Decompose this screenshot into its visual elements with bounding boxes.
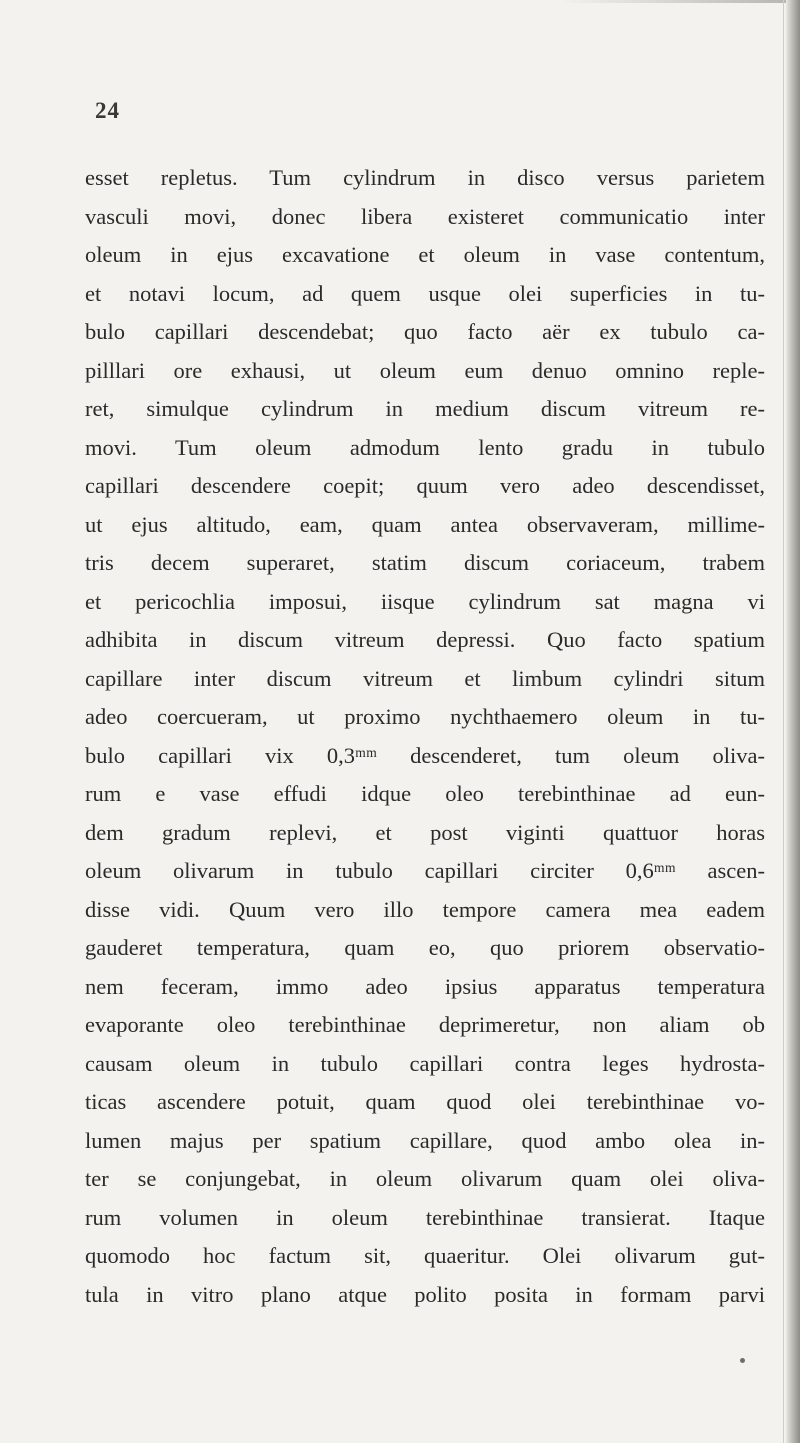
text-line: ut ejus altitudo, eam, quam antea observaveram, millime- xyxy=(85,511,765,537)
text-line: oleum olivarum in tubulo capillari circiter 0,6ᵐᵐ ascen- xyxy=(85,858,765,883)
text-line: movi. Tum oleum admodum lento gradu in tubulo xyxy=(85,434,765,460)
text-line: bulo capillari vix 0,3ᵐᵐ descenderet, tum oleum oliva- xyxy=(85,742,765,768)
text-line: capillari descendere coepit; quum vero adeo descendisset, xyxy=(85,473,765,498)
page-top-shadow xyxy=(560,0,800,3)
text-line: tula in vitro plano atque polito posita in formam parvi xyxy=(85,1281,765,1307)
page-number: 24 xyxy=(95,98,120,123)
text-line: ticas ascendere potuit, quam quod olei terebinthinae vo- xyxy=(85,1089,765,1114)
text-line: bulo capillari descendebat; quo facto aër ex tubulo ca- xyxy=(85,319,765,344)
text-line: oleum in ejus excavatione et oleum in vase contentum, xyxy=(85,242,765,267)
text-line: et pericochlia imposui, iisque cylindrum sat magna vi xyxy=(85,588,765,614)
text-line: et notavi locum, ad quem usque olei superficies in tu- xyxy=(85,280,765,306)
text-line: vasculi movi, donec libera existeret communicatio inter xyxy=(85,203,765,229)
body-text xyxy=(85,159,765,1314)
text-line: ter se conjungebat, in oleum olivarum quam olei oliva- xyxy=(85,1166,765,1191)
text-line: esset repletus. Tum cylindrum in disco versus parietem xyxy=(85,165,765,190)
text-line: causam oleum in tubulo capillari contra leges hydrosta- xyxy=(85,1050,765,1076)
text-line: capillare inter discum vitreum et limbum cylindri situm xyxy=(85,665,765,691)
text-line: nem feceram, immo adeo ipsius apparatus temperatura xyxy=(85,973,765,999)
text-line: quomodo hoc factum sit, quaeritur. Olei olivarum gut- xyxy=(85,1243,765,1268)
ink-speck xyxy=(740,1358,745,1363)
text-line: disse vidi. Quum vero illo tempore camera mea eadem xyxy=(85,896,765,922)
text-line: adeo coercueram, ut proximo nychthaemero oleum in tu- xyxy=(85,704,765,729)
text-line: lumen majus per spatium capillare, quod ambo olea in- xyxy=(85,1127,765,1153)
text-line: evaporante oleo terebinthinae deprimeretur, non aliam ob xyxy=(85,1012,765,1037)
text-line: tris decem superaret, statim discum coriaceum, trabem xyxy=(85,550,765,575)
text-line: pilllari ore exhausi, ut oleum eum denuo omnino reple- xyxy=(85,357,765,383)
text-line: gauderet temperatura, quam eo, quo priorem observatio- xyxy=(85,935,765,960)
text-line: ret, simulque cylindrum in medium discum vitreum re- xyxy=(85,396,765,421)
text-line: adhibita in discum vitreum depressi. Quo facto spatium xyxy=(85,627,765,652)
text-line: dem gradum replevi, et post viginti quattuor horas xyxy=(85,819,765,845)
text-line: rum e vase effudi idque oleo terebinthinae ad eun- xyxy=(85,781,765,806)
page-edge-line xyxy=(783,0,784,1443)
page-binding-shadow xyxy=(786,0,800,1443)
text-line: rum volumen in oleum terebinthinae transierat. Itaque xyxy=(85,1204,765,1230)
